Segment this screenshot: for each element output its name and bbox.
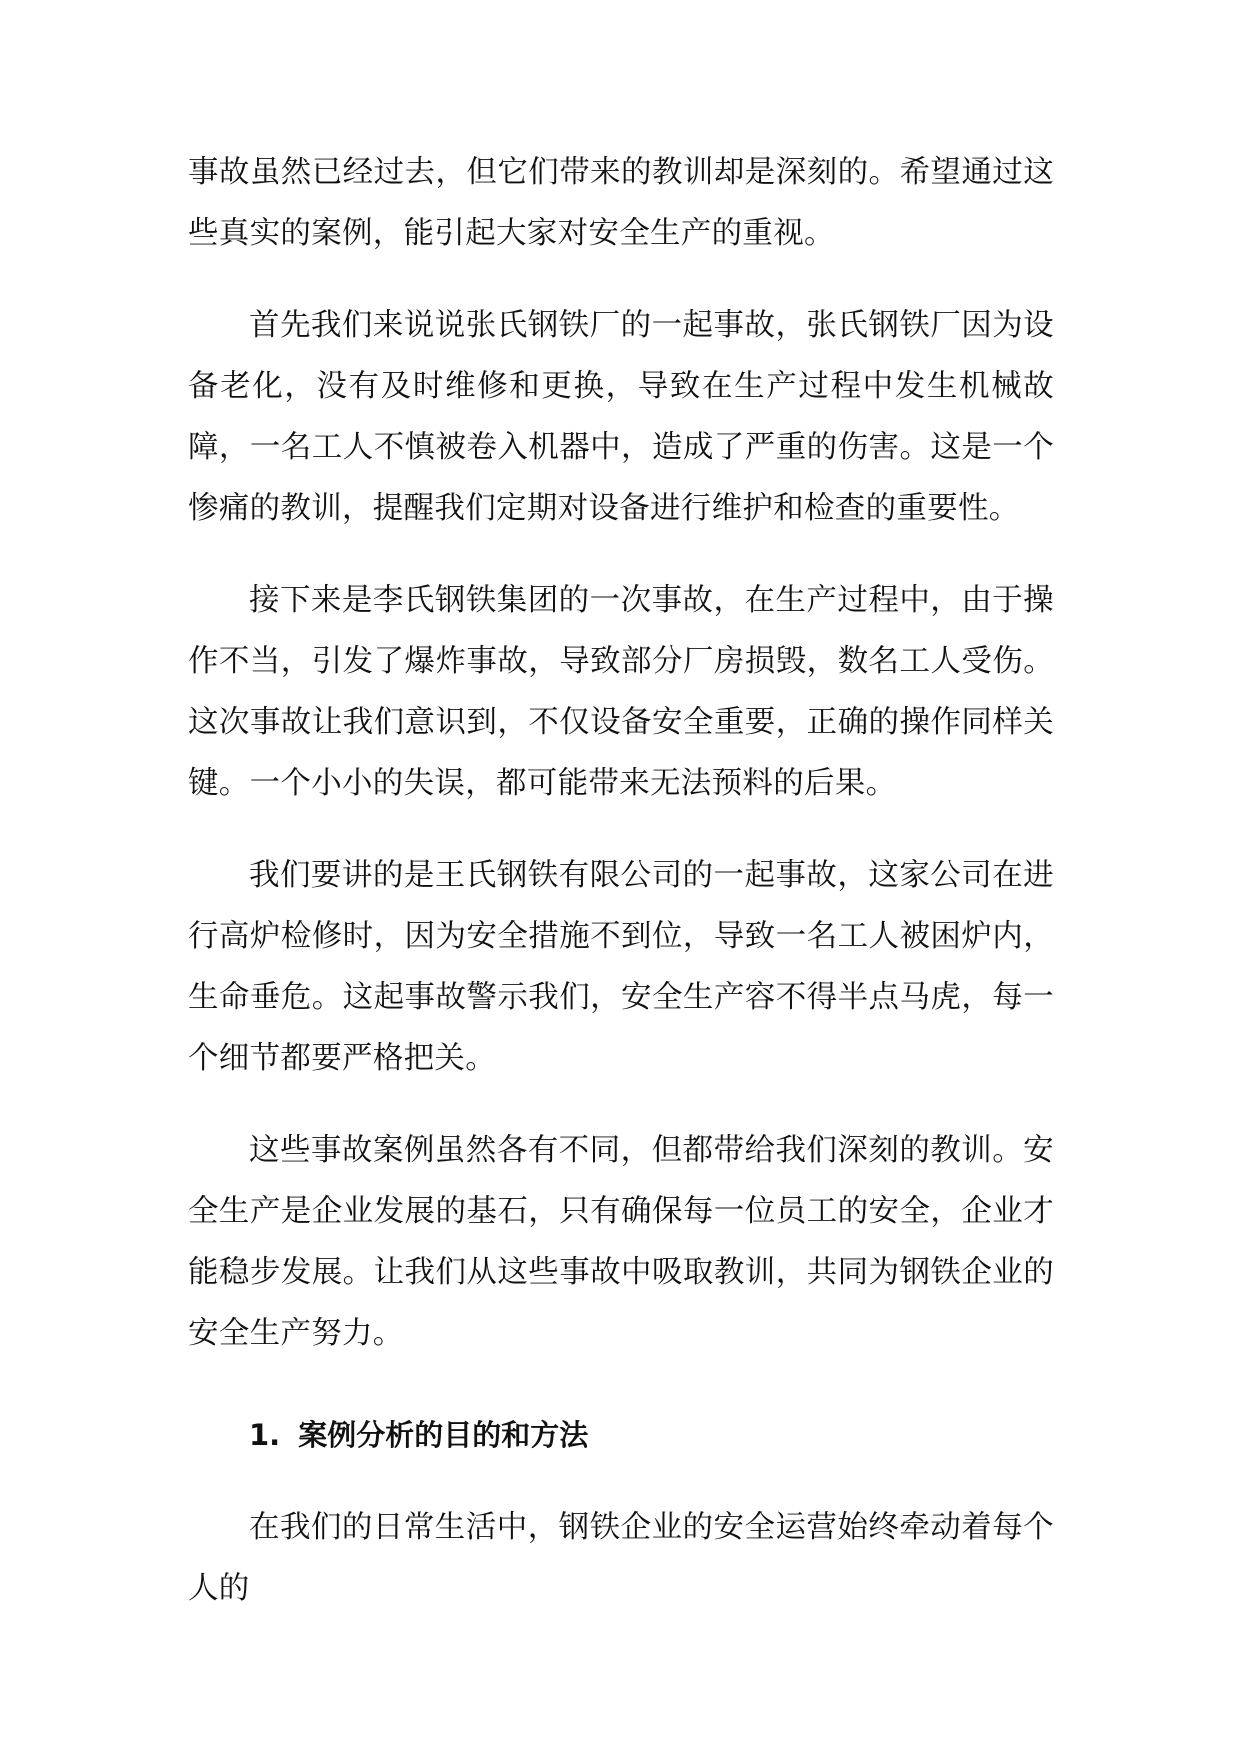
paragraph-2: 首先我们来说说张氏钢铁厂的一起事故，张氏钢铁厂因为设备老化，没有及时维修和更换，导致在生产过程中发生机械故障，一名工人不慎被卷入机器中，造成了严重的伤害。这是一个惨痛的教训，提醒我们定期对设备进行维护和检查的重要性。 bbox=[188, 308, 1054, 526]
paragraph-3: 接下来是李氏钢铁集团的一次事故，在生产过程中，由于操作不当，引发了爆炸事故，导致部分厂房损毁，数名工人受伤。这次事故让我们意识到，不仅设备安全重要，正确的操作同样关键。一个小小的失误，都可能带来无法预料的后果。 bbox=[188, 583, 1054, 801]
section-heading bbox=[188, 1405, 1054, 1466]
paragraph-5: 这些事故案例虽然各有不同，但都带给我们深刻的教训。安全生产是企业发展的基石，只有确保每一位员工的安全，企业才能稳步发展。让我们从这些事故中吸取教训，共同为钢铁企业的安全生产努力。 bbox=[188, 1133, 1054, 1351]
paragraph-4: 我们要讲的是王氏钢铁有限公司的一起事故，这家公司在进行高炉检修时，因为安全措施不到位，导致一名工人被困炉内，生命垂危。这起事故警示我们，安全生产容不得半点马虎，每一个细节都要严格把关。 bbox=[188, 858, 1054, 1076]
section-title: 案例分析的目的和方法 bbox=[298, 1418, 589, 1452]
paragraph-1: 事故虽然已经过去，但它们带来的教训却是深刻的。希望通过这些真实的案例，能引起大家对安全生产的重视。 bbox=[188, 155, 1054, 251]
section-paragraph-1: 在我们的日常生活中，钢铁企业的安全运营始终牵动着每个人的 bbox=[188, 1510, 1054, 1606]
document-body bbox=[188, 142, 1054, 1619]
section-number: 1. bbox=[249, 1418, 281, 1452]
